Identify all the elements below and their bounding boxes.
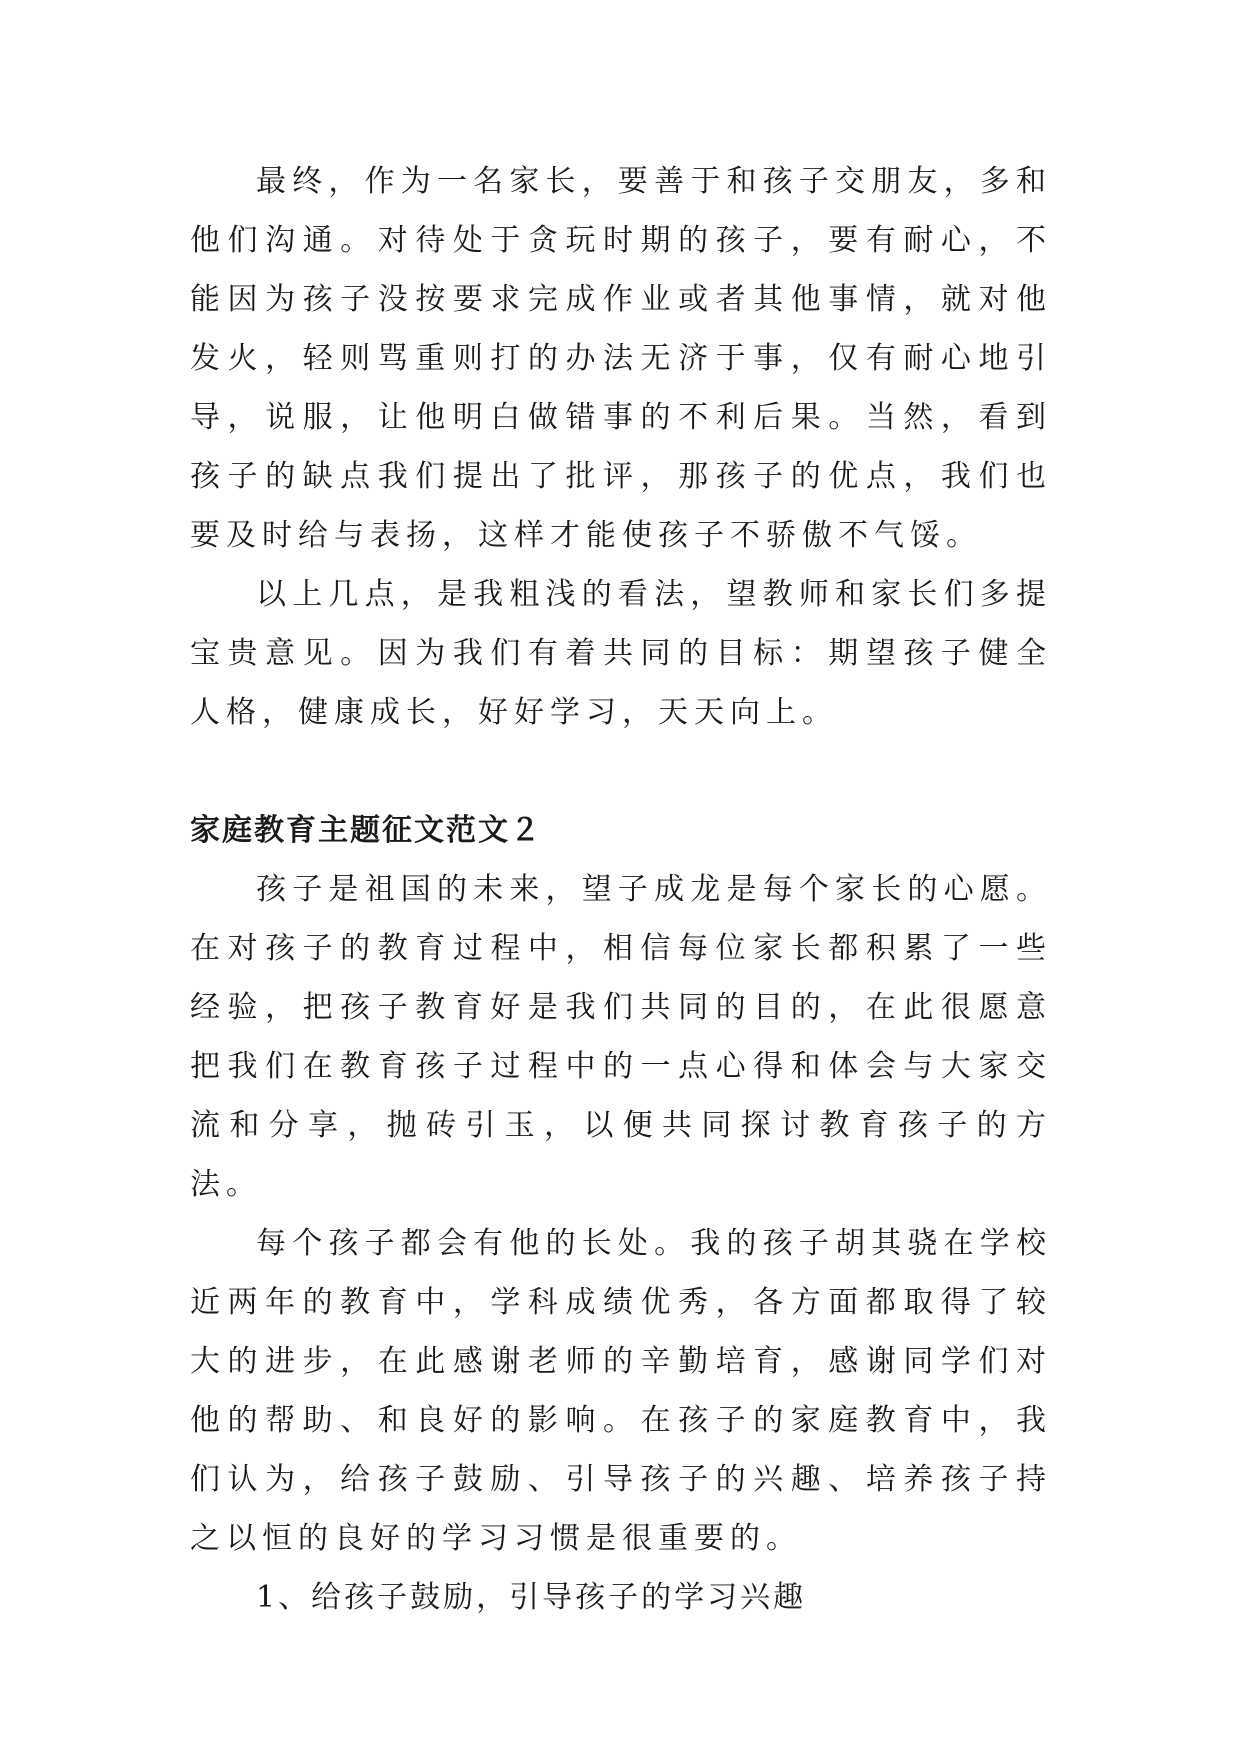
document-body	[190, 152, 1052, 1627]
paragraph: 最终，作为一名家长，要善于和孩子交朋友，多和他们沟通。对待处于贪玩时期的孩子，要有耐心，不能因为孩子没按要求完成作业或者其他事情，就对他发火，轻则骂重则打的办法无济于事，仅有耐心地引导，说服，让他明白做错事的不利后果。当然，看到孩子的缺点我们提出了批评，那孩子的优点，我们也要及时给与表扬，这样才能使孩子不骄傲不气馁。	[190, 164, 1052, 553]
section-title: 家庭教育主题征文范文２	[190, 813, 542, 848]
paragraph: 以上几点，是我粗浅的看法，望教师和家长们多提宝贵意见。因为我们有着共同的目标：期望孩子健全人格，健康成长，好好学习，天天向上。	[190, 577, 1052, 730]
list-item: 1、给孩子鼓励，引导孩子的学习兴趣	[256, 1580, 807, 1615]
paragraph: 每个孩子都会有他的长处。我的孩子胡其骁在学校近两年的教育中，学科成绩优秀，各方面都取得了较大的进步，在此感谢老师的辛勤培育，感谢同学们对他的帮助、和良好的影响。在孩子的家庭教育中，我们认为，给孩子鼓励、引导孩子的兴趣、培养孩子持之以恒的良好的学习习惯是很重要的。	[190, 1226, 1052, 1556]
paragraph: 孩子是祖国的未来，望子成龙是每个家长的心愿。在对孩子的教育过程中，相信每位家长都积累了一些经验，把孩子教育好是我们共同的目的，在此很愿意把我们在教育孩子过程中的一点心得和体会与大家交流和分享，抛砖引玉，以便共同探讨教育孩子的方法。	[190, 872, 1052, 1202]
